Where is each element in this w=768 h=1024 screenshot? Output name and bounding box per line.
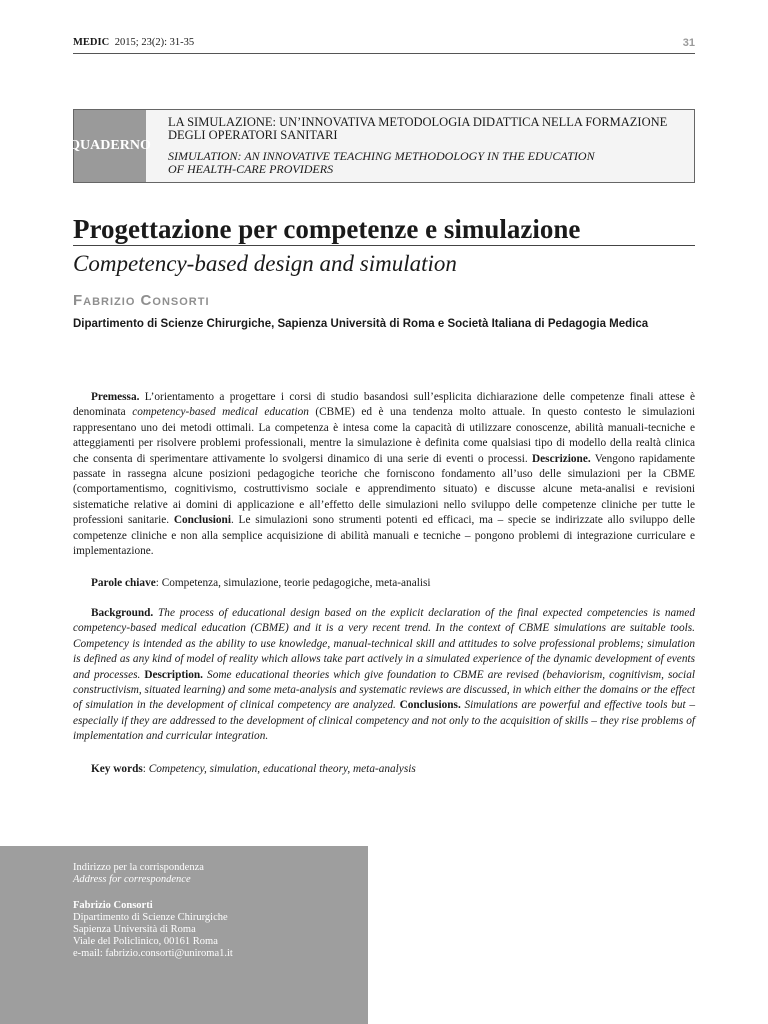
correspondence-line3: Viale del Policlinico, 00161 Roma — [73, 936, 218, 947]
conclusions-text: Simulations are powerful and effective tools but – especially if they are addressed to the development of clinical competency and not only to the acquisition of skills – they rise problems of implementation and curricular integration. — [73, 699, 695, 743]
quaderno-titles — [146, 110, 689, 182]
correspondence-email[interactable]: e-mail: fabrizio.consorti@uniroma1.it — [73, 948, 233, 959]
quaderno-label: QUADERNO — [74, 110, 146, 182]
description-heading: Description. — [144, 668, 204, 681]
journal-citation: 2015; 23(2): 31-35 — [114, 37, 195, 48]
running-head — [73, 37, 695, 54]
descrizione-heading: Descrizione. — [532, 452, 591, 465]
premessa-text-a: L’orientamento a progettare i corsi di studio basandosi sull’esplicita dichiarazione delle competenze finali attese è denominata — [73, 391, 695, 419]
correspondence-line1: Dipartimento di Scienze Chirurgiche — [73, 912, 228, 923]
correspondence-label-en: Address for correspondence — [73, 874, 191, 885]
abstract-italian — [73, 390, 695, 559]
quaderno-title-en — [168, 150, 667, 176]
abstract-it-paragraph — [73, 390, 695, 559]
premessa-term: competency-based medical education — [132, 406, 309, 419]
conclusioni-heading: Conclusioni — [173, 514, 231, 527]
descrizione-text: Vengono rapidamente passate in rassegna alcune posizioni pedagogiche teoriche che forniscono fondamento all’uso delle simulazioni per la CBME (comportamentismo, cognitivismo, costruttivismo sociale e apprendimento situato) e discusse alcune meta-analisi e revisioni sistematiche relative ai domini di applicazione e all’effetto delle simulazioni nello sviluppo delle competenze cliniche per tutte le professioni sanitarie. — [73, 452, 695, 527]
quaderno-box — [69, 109, 695, 183]
keywords-it-heading: Parole chiave — [91, 577, 156, 589]
abstract-english — [73, 606, 695, 745]
premessa-text-b: (CBME) ed è una tendenza molto attuale. In questo contesto le simulazioni rappresentano uno dei metodi ottimali. La competenza è intesa come la capacità di utilizzare conoscenze, abilità manuali-tecniche e atteggiamenti per risolvere problemi professionali, mentre la simulazione è definita come qualsiasi tipo di modello della realtà clinica che consenta di sperimentare attivamente lo svolgersi dinamico di una serie di eventi o processi. — [73, 406, 695, 465]
quaderno-title-it — [168, 116, 667, 142]
correspondence-label-it: Indirizzo per la corrispondenza — [73, 862, 204, 873]
correspondence-box — [0, 846, 368, 1024]
correspondence-content — [73, 862, 233, 960]
keywords-english — [73, 762, 695, 777]
keywords-en-heading: Key words — [91, 763, 143, 775]
conclusions-heading: Conclusions. — [399, 699, 461, 712]
keywords-en-line: Key words: Competency, simulation, educational theory, meta-analysis — [91, 763, 416, 775]
quaderno-title-en-line1: SIMULATION: AN INNOVATIVE TEACHING METHODOLOGY IN THE EDUCATION — [168, 149, 595, 163]
keywords-it-text: : Competenza, simulazione, teorie pedagogiche, meta-analisi — [155, 577, 431, 589]
correspondence-line2: Sapienza Università di Roma — [73, 924, 196, 935]
background-heading: Background. — [91, 607, 154, 619]
description-text: Some educational theories which give foundation to CBME are revised (behaviorism, cognitivism, social constructivism, situated learning) and some meta-analysis and systematic reviews are discussed, in which either the domains or the effect of simulation in the development of clinical competency are analyzed. — [73, 668, 695, 712]
article-subtitle: Competency-based design and simulation — [73, 251, 457, 276]
quaderno-title-en-line2: OF HEALTH-CARE PROVIDERS — [168, 162, 334, 176]
page-number: 31 — [682, 37, 695, 49]
quaderno-title-it-line1: LA SIMULAZIONE: UN’INNOVATIVA METODOLOGIA DIDATTICA NELLA FORMAZIONE — [168, 115, 668, 129]
article-author: Fabrizio Consorti — [73, 292, 210, 309]
journal-name: MEDIC — [73, 37, 110, 48]
correspondence-name: Fabrizio Consorti — [73, 900, 153, 911]
keywords-it-line — [73, 576, 695, 591]
conclusioni-text: . Le simulazioni sono strumenti potenti ed efficaci, ma – specie se indirizzate allo sviluppo delle competenze cliniche e non alla semplice acquisizione di abilità manuali e tecniche – pongono problemi di integrazione curriculare e implementazione. — [73, 514, 695, 558]
premessa-heading: Premessa. — [91, 391, 140, 403]
article-title: Progettazione per competenze e simulazione — [73, 213, 695, 246]
background-text: The process of educational design based on the explicit declaration of the final expected competencies is named competency-based medical education (CBME) and it is a very recent trend. In the context of CBME simulations are suitable tools. Competency is intended as the ability to use knowledge, manual-technical skill and attitudes to solve professional problems; simulation is defined as any kind of model of reality which allows take part actively in a simulated experience of the dynamic development of events and processes. — [73, 607, 695, 681]
article-affiliation: Dipartimento di Scienze Chirurgiche, Sapienza Università di Roma e Società Italiana di Pedagogia Medica — [73, 318, 649, 330]
abstract-en-paragraph — [73, 606, 695, 745]
quaderno-title-it-line2: DEGLI OPERATORI SANITARI — [168, 128, 338, 142]
keywords-en-text: Competency, simulation, educational theory, meta-analysis — [148, 763, 416, 775]
keywords-italian — [73, 576, 695, 591]
